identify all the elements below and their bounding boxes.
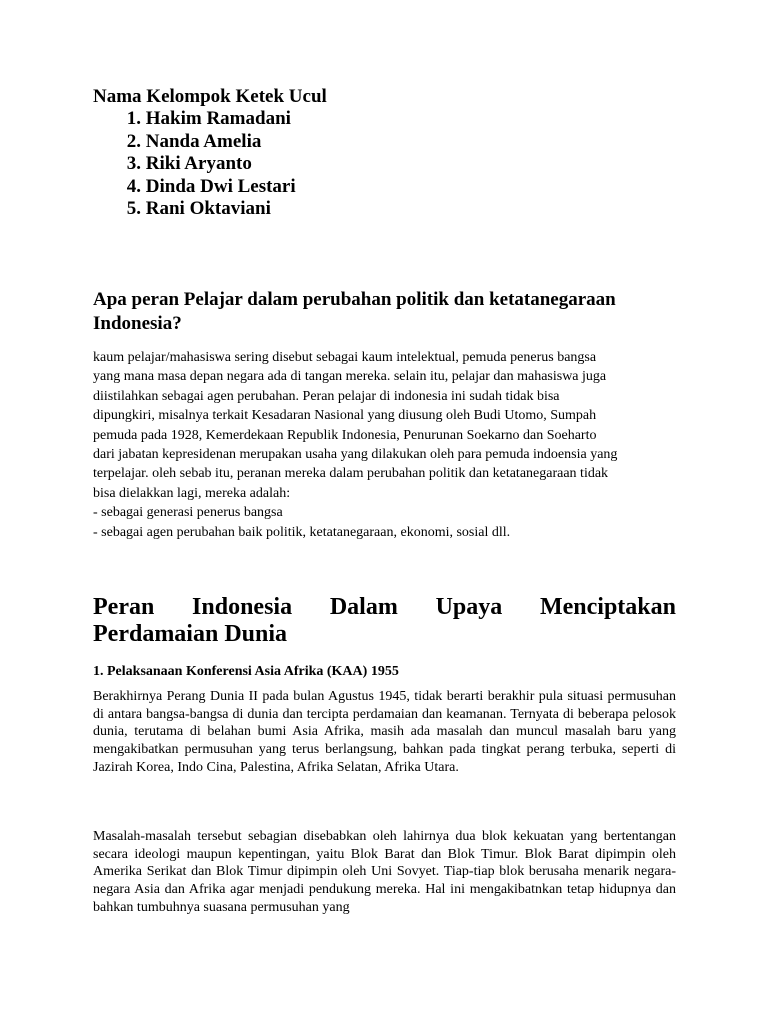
answer-line: bisa dielakkan lagi, mereka adalah: xyxy=(93,485,291,501)
item-number: 3. xyxy=(126,153,141,174)
answer-text xyxy=(93,348,676,542)
member-name: Hakim Ramadani xyxy=(145,108,291,129)
group-title: Nama Kelompok Ketek Ucul xyxy=(93,86,327,107)
item-number: 2. xyxy=(126,130,141,152)
list-item xyxy=(93,176,676,199)
list-item xyxy=(93,131,676,154)
member-list xyxy=(93,108,676,221)
list-item xyxy=(93,153,676,176)
answer-line: terpelajar. oleh sebab itu, peranan mereka dalam perubahan politik dan ketatanegaraan tidak xyxy=(93,466,609,482)
member-name: Dinda Dwi Lestari xyxy=(145,175,296,197)
section-paragraph-2: Masalah-masalah tersebut sebagian disebabkan oleh lahirnya dua blok kekuatan yang bertentangan secara ideologi maupun kepentingan, yaitu Blok Barat dan Blok Timur. Blok Barat dipimpin oleh Amerika Serikat dan Blok Timur dipimpin oleh Uni Sovyet. Tiap-tiap blok berusaha menarik negara-negara Asia dan Afrika agar menjadi pendukung mereka. Hal ini mengakibatnkan tetap hidupnya dan bahkan tumbuhnya suasana permusuhan yang xyxy=(93,829,676,915)
item-number: 4. xyxy=(126,175,141,197)
answer-line: yang mana masa depan negara ada di tangan mereka. selain itu, pelajar dan mahasiswa juga xyxy=(93,369,607,385)
section-title: Peran Indonesia Dalam Upaya Menciptakan Perdamaian Dunia xyxy=(93,594,676,647)
section-subheading: 1. Pelaksanaan Konferensi Asia Afrika (KAA) 1955 xyxy=(93,664,399,679)
answer-line: dari jabatan kepresidenan merupakan usaha yang dilakukan oleh para pemuda indoensia yang xyxy=(93,447,618,463)
answer-line: pemuda pada 1928, Kemerdekaan Republik Indonesia, Penurunan Soekarno dan Soeharto xyxy=(93,427,597,443)
member-name: Nanda Amelia xyxy=(145,130,262,152)
answer-line: - sebagai generasi penerus bangsa xyxy=(93,505,283,521)
question-heading: Apa peran Pelajar dalam perubahan politik dan ketatanegaraan Indonesia? xyxy=(93,289,616,334)
item-number: 1. xyxy=(126,108,141,129)
answer-line: kaum pelajar/mahasiswa sering disebut sebagai kaum intelektual, pemuda penerus bangsa xyxy=(93,350,597,365)
answer-line: diistilahkan sebagai agen perubahan. Peran pelajar di indonesia ini sudah tidak bisa xyxy=(93,388,560,404)
answer-line: - sebagai agen perubahan baik politik, ketatanegaraan, ekonomi, sosial dll. xyxy=(93,524,511,540)
list-item xyxy=(93,108,676,131)
list-item xyxy=(93,198,676,221)
document-page xyxy=(93,86,676,915)
member-name: Rani Oktaviani xyxy=(145,198,271,219)
item-number: 5. xyxy=(126,198,141,219)
member-name: Riki Aryanto xyxy=(145,153,252,174)
section-paragraph-1: Berakhirnya Perang Dunia II pada bulan Agustus 1945, tidak berarti berakhir pula situasi permusuhan di antara bangsa-bangsa di dunia dan tercipta perdamaian dan keamanan. Ternyata di beberapa pelosok dunia, terutama di belahan bumi Asia Afrika, masih ada masalah dan muncul masalah baru yang mengakibatkan permusuhan yang terus berlangsung, bahkan pada tingkat perang terbuka, seperti di Jazirah Korea, Indo Cina, Palestina, Afrika Selatan, Afrika Utara. xyxy=(93,689,676,775)
answer-line: dipungkiri, misalnya terkait Kesadaran Nasional yang diusung oleh Budi Utomo, Sumpah xyxy=(93,408,597,424)
